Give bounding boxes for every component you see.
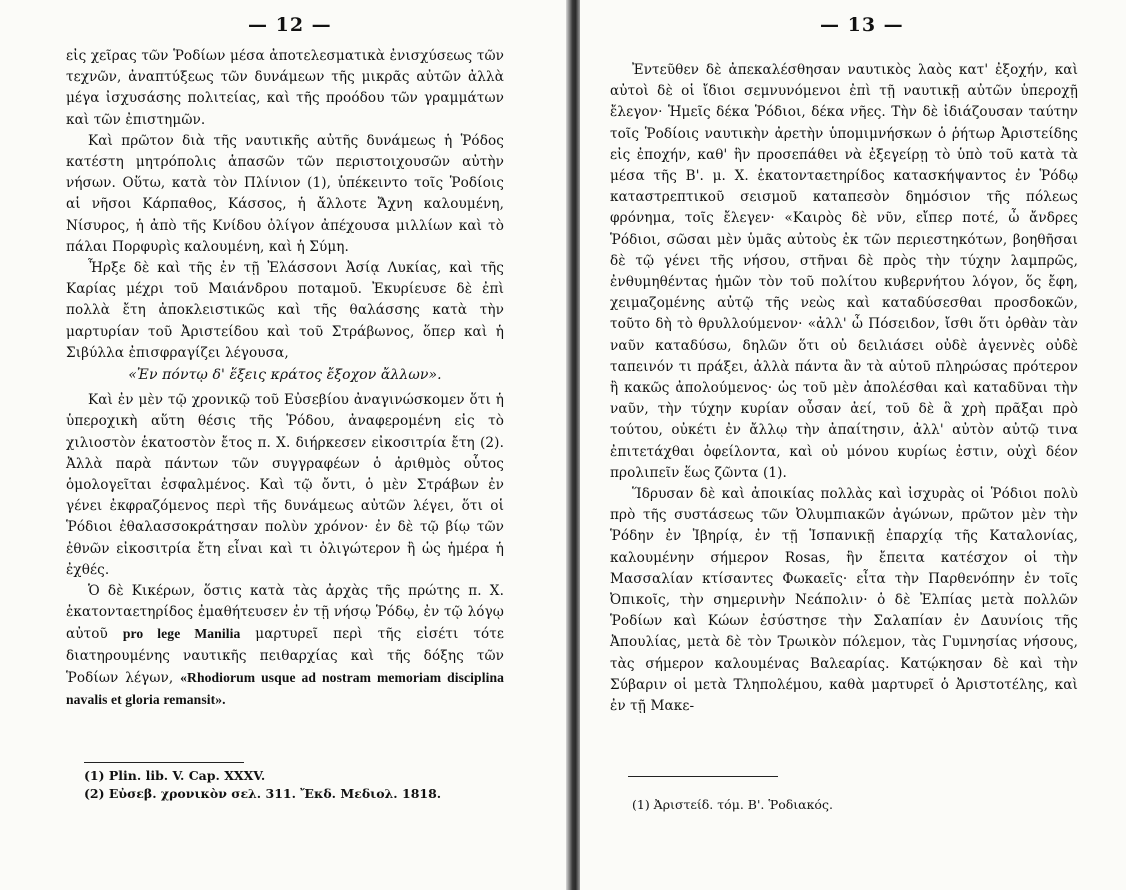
footnote-rule (628, 776, 778, 777)
latin-quote: «Rhodiorum usque ad nostram memoriam disciplina navalis et gloria remansit». (66, 669, 505, 708)
page-number: — 13 — (820, 14, 904, 36)
footnotes (632, 796, 833, 814)
footnotes (84, 767, 441, 803)
paragraph: Ἵδρυσαν δὲ καὶ ἀποικίας πολλὰς καὶ ἰσχυρὰς οἱ Ῥόδιοι πολὺ πρὸ τῆς συστάσεως τῶν Ὀλυμπιακῶν ἀγώνων, πρῶτον μὲν τὴν Ῥόδην ἐν Ἰβηρίᾳ, ἐν τῇ Ἱσπανικῇ ἐπαρχίᾳ τῆς Καταλονίας, καλουμένην σήμερον Rosas, ἣν ἔπειτα κατέσχον οἱ τὴν Μασσαλίαν κτίσαντες Φωκαεῖς· εἶτα τὴν Παρθενόπην ἐν τοῖς Ὀπικοῖς, τὴν σημερινὴν Νεάπολιν· ὁ δὲ Ἐλπίας μετὰ πολλῶν Ῥοδίων καὶ Κώων ἐσύστησε τὴν Σαλαπίαν ἐν Δαυνίοις τῆς Ἀπουλίας, μετὰ δὲ τὸν Τρωικὸν πόλεμον, τὰς Γυμνησίας νήσους, τὰς σήμερον καλουμένας Βαλεαρίας. Κατῴκησαν δὲ καὶ τὴν Σύβαριν οἱ μετὰ Τληπολέμου, καθὰ μαρτυρεῖ ὁ Ἀριστοτέλης, καὶ ἐν τῇ Μακε- (610, 486, 1078, 715)
paragraph-text: Ὁ δὲ Κικέρων, ὅστις κατὰ τὰς ἀρχὰς τῆς πρώτης π. Χ. ἑκατονταετηρίδος ἐμαθήτευσεν ἐν τῇ νήσῳ Ῥόδῳ, ἐν τῷ λόγῳ αὐτοῦ (66, 583, 504, 643)
paragraph: Ἦρξε δὲ καὶ τῆς ἐν τῇ Ἐλάσσονι Ἀσίᾳ Λυκίας, καὶ τῆς Καρίας μέχρι τοῦ Μαιάνδρου ποταμοῦ. Ἐκυρίευσε δὲ ἐπὶ πολλὰ ἔτη ἀποκλειστικῶς καὶ τῆς θαλάσσης κατὰ τὴν μαρτυρίαν τοῦ Ἀριστείδου καὶ τοῦ Στράβωνος, ὅπερ καὶ ἡ Σιβύλλα ἐπισφραγίζει λέγουσα, (66, 260, 504, 361)
footnote: (2) Εὐσεβ. χρονικὸν σελ. 311. Ἔκδ. Μεδιολ. 1818. (84, 786, 442, 801)
page-number: — 12 — (248, 14, 332, 36)
paragraph (66, 581, 504, 711)
page-body (66, 46, 504, 711)
footnote-rule (84, 762, 244, 763)
paragraph: Καὶ πρῶτον διὰ τῆς ναυτικῆς αὐτῆς δυνάμεως ἡ Ῥόδος κατέστη μητρόπολις ἁπασῶν τῶν περιστοιχουσῶν αὐτὴν νήσων. Οὕτω, κατὰ τὸν Πλίνιον (1), ὑπέκειντο τοῖς Ῥοδίοις αἱ νῆσοι Κάρπαθος, Κάσσος, ἡ ἄλλοτε Ἄχνη καλουμένη, Νίσυρος, ἡ ἀπὸ τῆς Κνίδου ὀλίγον ἀπέχουσα μιλλίων καὶ τὸ πάλαι Πορφυρὶς καλουμένη, καὶ ἡ Σύμη. (66, 132, 504, 255)
paragraph: Ἐντεῦθεν δὲ ἀπεκαλέσθησαν ναυτικὸς λαὸς κατ' ἐξοχήν, καὶ αὐτοὶ δὲ οἱ ἴδιοι σεμνυνόμενοι ἐπὶ τῇ ναυτικῇ αὐτῶν ὑπεροχῇ ἔλεγον· Ἡμεῖς δέκα Ῥόδιοι, δέκα νῆες. Τὴν δὲ ἰδιάζουσαν ταύτην τοῖς Ῥοδίοις ναυτικὴν ἀρετὴν ὑπομιμνήσκων ὁ ῥήτωρ Ἀριστείδης εἰς ἐποχήν, καθ' ἣν προσεπάθει νὰ ἐξεγείρῃ τὸ ὑπὸ τοῦ κατὰ τὰ μέσα τῆς Β'. μ. Χ. ἑκατονταετηρίδος κατασκήψαντος ἐν Ῥόδῳ καταστρεπτικοῦ σεισμοῦ καταπεσὸν δημόσιον τῆς πόλεως φρόνημα, τοῖς ἔλεγεν· «Καιρὸς δὲ νῦν, εἴπερ ποτέ, ὦ ἄνδρες Ῥόδιοι, σῶσαι μὲν ὑμᾶς αὐτοὺς ἐκ τῶν περιεστηκότων, βοηθῆσαι δὲ τῷ γένει τῆς νήσου, στῆναι δὲ πρὸς τὴν τύχην λαμπρῶς, ἐνθυμηθέντας ἡμῶν τὸν τοῦ πολίτου κυβερνήτου λόγον, ὅς ἔφη, χειμαζομένης αὐτῷ τῆς νεὼς καὶ καταδύσεσθαι προσδοκῶν, τοῦτο δὴ τὸ θρυλλούμενον· «ἀλλ' ὦ Πόσειδον, ἴσθι ὅτι ὀρθὰν τὰν ναῦν καταδύσω, δηλῶν ὅτι οὐ δειλιάσει οὐδὲ ἀγεννὲς οὐδὲ ταπεινόν τι πράξει, ἀλλὰ πάντα ἂν τὰ αὑτοῦ πληρώσας πρότερον ἢ κακῶς ἀπολούμενος· ὡς τοῦ μὲν ἀπολέσθαι καὶ καταδῦναι τὴν ναῦν, τὴν τύχην κυρίαν οὖσαν ἀεί, τοῦ δὲ ἃ χρὴ πρᾶξαι πρὸ τούτου, οὐκέτι ἐν ἄλλῳ τὴν ἀπαίτησιν, ἀλλ' αὐτὸν αὐτῷ τινα ἐπιτετάχθαι ὀφείλοντα, καὶ οὐ μόνου κυρίως ἐστιν, οὐχὶ δέον προλιπεῖν ἕως ζῶντα (1). (610, 62, 1078, 481)
footnote: (1) Plin. lib. V. Cap. XXXV. (84, 768, 266, 783)
paragraph: Καὶ ἐν μὲν τῷ χρονικῷ τοῦ Εὐσεβίου ἀναγινώσκομεν ὅτι ἡ ὑπεροχικὴ αὕτη θέσις τῆς Ῥόδου, ἀναφερομένη εἰς τὸ χιλιοστὸν ἑκατοστὸν ἔτος π. Χ. διήρκεσεν εἰκοσιτρία ἔτη (2). Ἀλλὰ παρὰ πάντων τῶν συγγραφέων ὁ ἀριθμὸς οὗτος ὁμολογεῖται ἐσφαλμένος. Καὶ τῷ ὄντι, ὁ μὲν Στράβων ἐν γένει ἐκφραζόμενος περὶ τῆς δυνάμεως αὐτῶν λέγει, ὅτι οἱ Ῥόδιοι ἐθαλασσοκράτησαν πολὺν χρόνον· ἐν δὲ τῷ βίῳ τῶν ἐθνῶν εἰκοσιτρία ἔτη εἶναι καὶ τι ὀλιγώτερον ἢ ὡς ἡμέρα ἡ ἐχθές. (66, 392, 504, 578)
paragraph-text: μαρτυρεῖ περὶ τῆς εἰσέτι τότε διατηρουμένης ναυτικῆς πειθαρχίας καὶ τῆς δόξης τῶν Ῥοδίων λέγων, (66, 626, 504, 686)
latin-inline: pro lege Manilia (122, 626, 241, 642)
paragraph: εἰς χεῖρας τῶν Ῥοδίων μέσα ἀποτελεσματικὰ ἐνισχύσεως τῶν τεχνῶν, ἀναπτύξεως τῶν δυνάμεων τῆς μικρᾶς αὐτῶν ἀλλὰ μέγα ἰσχυσάσης πολιτείας, καὶ τῆς προόδου τῶν γραμμάτων καὶ τῶν ἐπιστημῶν. (66, 48, 504, 128)
right-page (580, 0, 1126, 890)
footnote: (1) Ἀριστείδ. τόμ. Β'. Ῥοδιακός. (632, 797, 833, 812)
sibyl-quote: «Ἐν πόντῳ δ' ἕξεις κράτος ἔξοχον ἄλλων». (128, 367, 442, 384)
page-body (610, 60, 1078, 717)
